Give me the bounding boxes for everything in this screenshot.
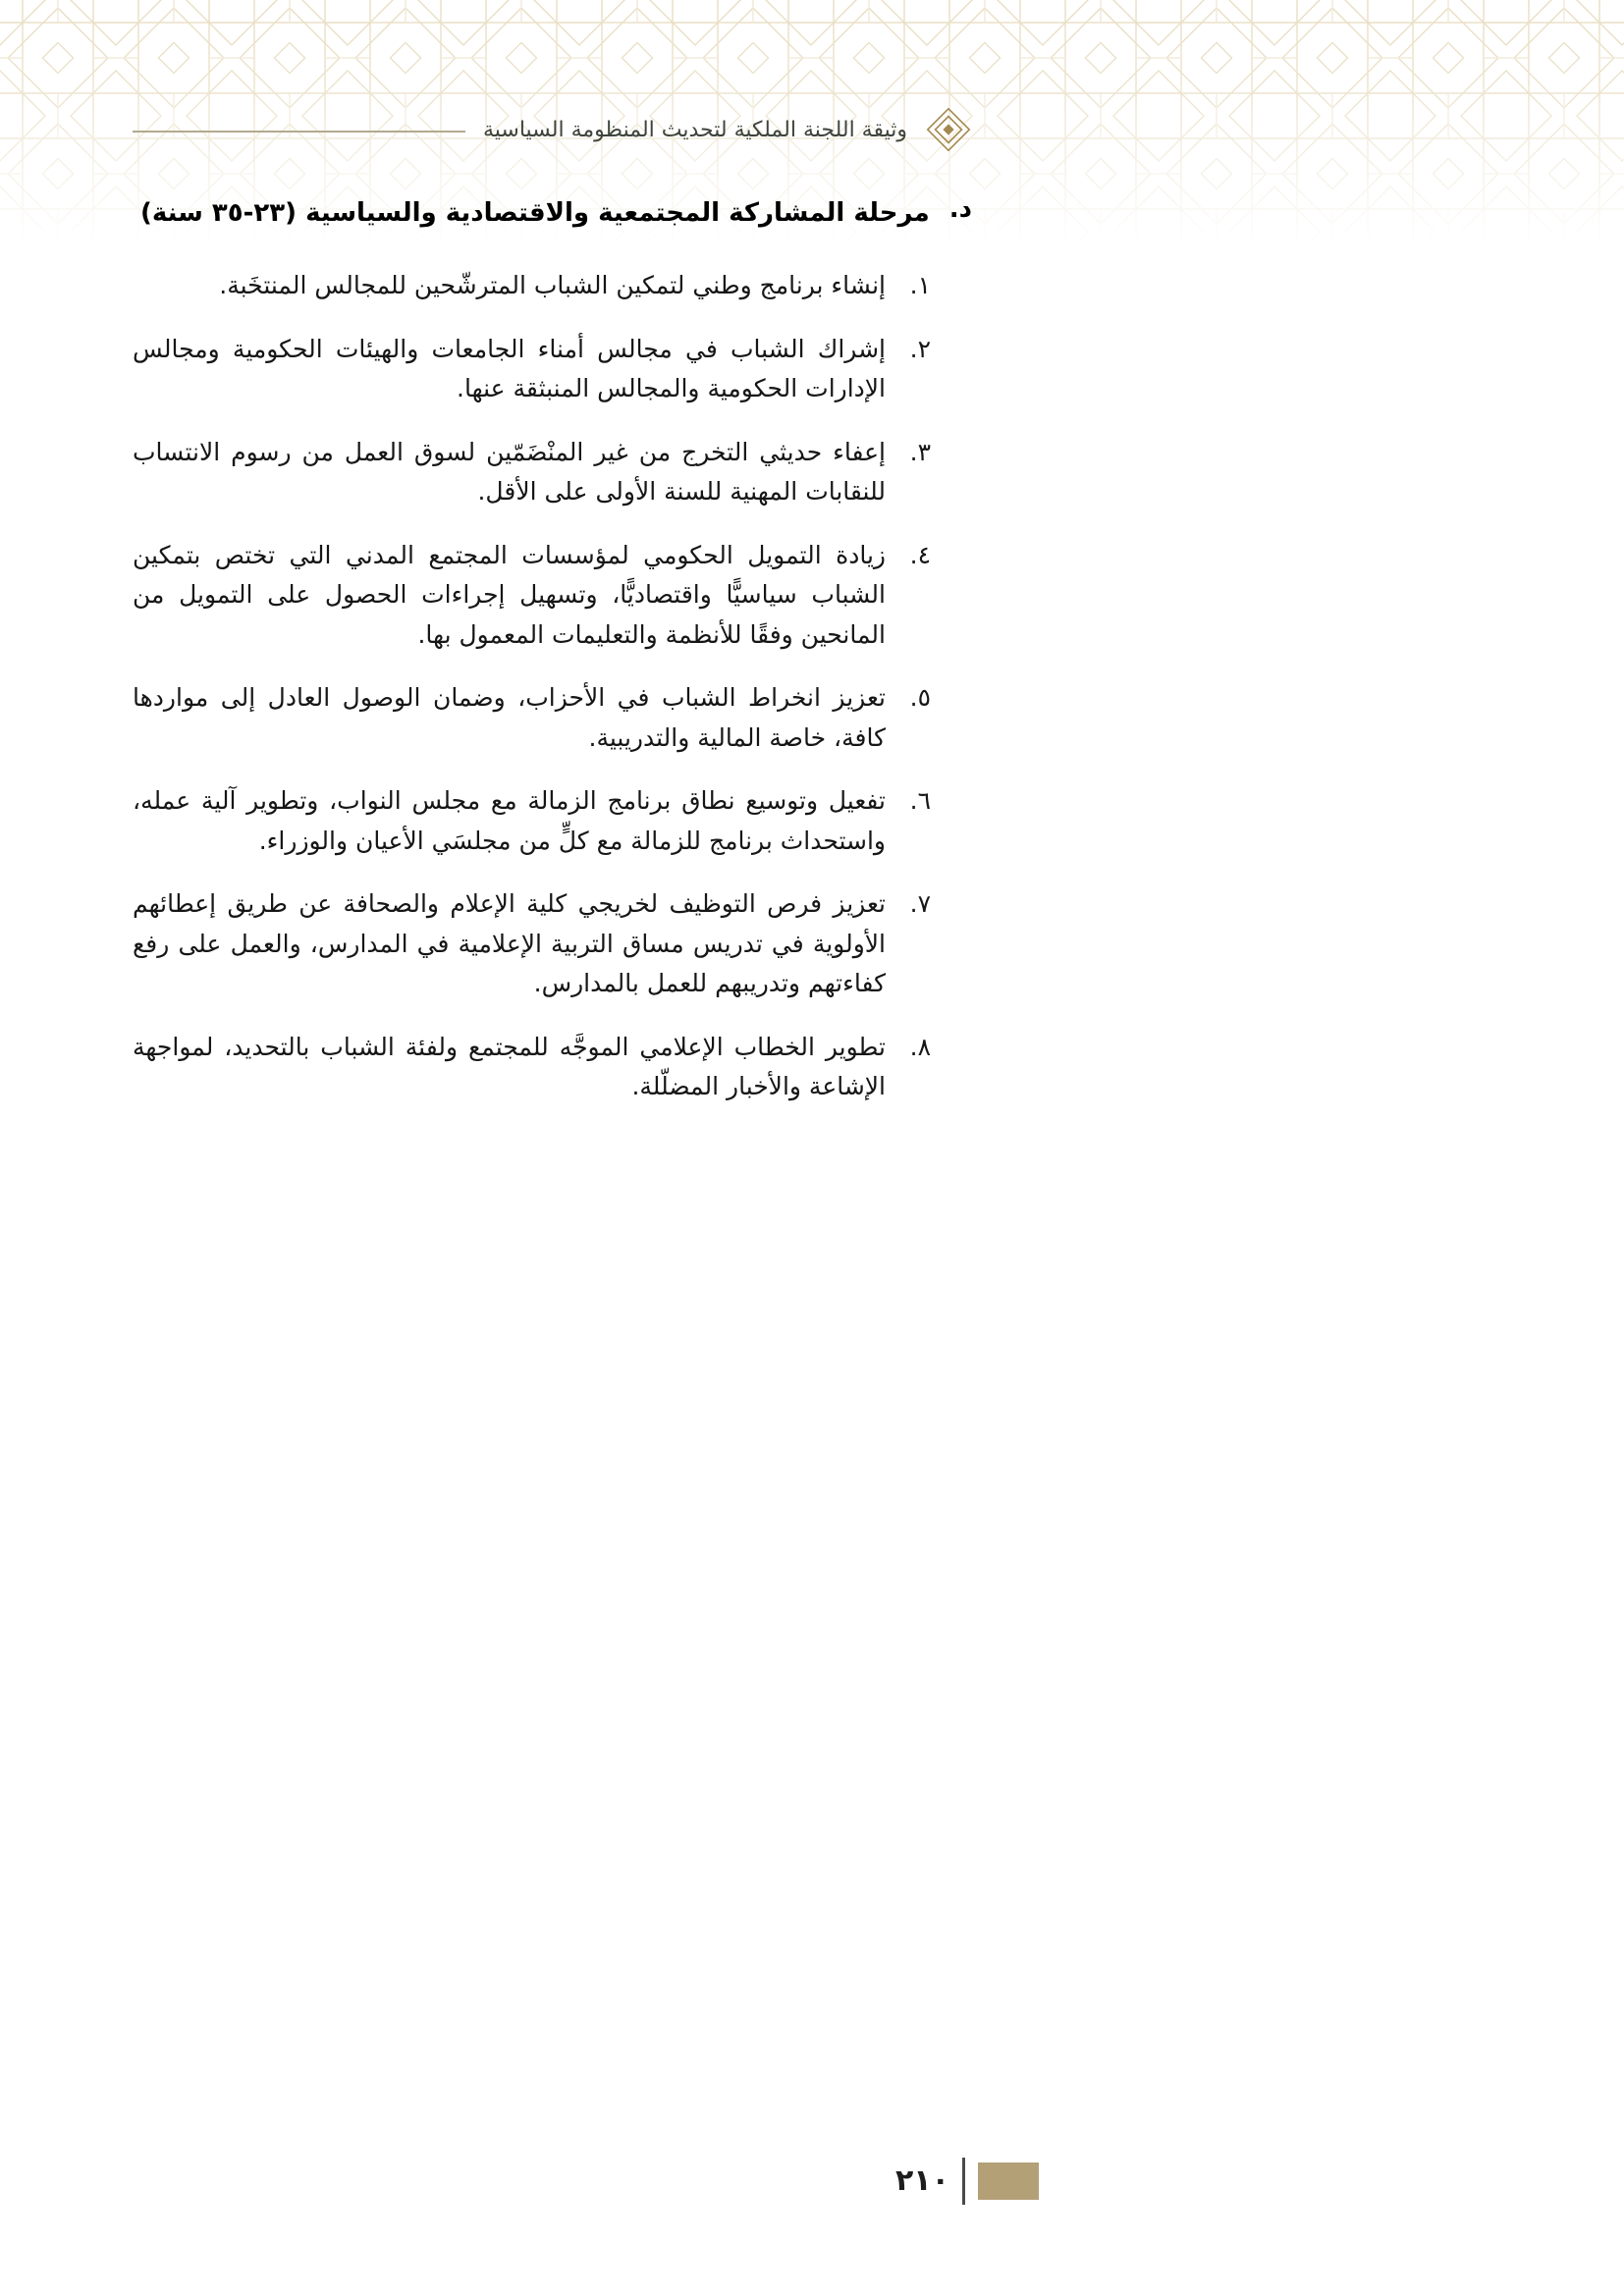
list-item <box>133 536 931 656</box>
item-number: ٣. <box>909 437 931 466</box>
page-number: ٢١٠ <box>895 2163 949 2198</box>
page-header <box>133 106 972 153</box>
list-item <box>133 1028 931 1107</box>
item-number: ٢. <box>909 334 931 363</box>
section-heading <box>133 194 972 233</box>
item-text: إعفاء حديثي التخرج من غير المنْضَمّين لسوق العمل من رسوم الانتساب للنقابات المهنية للسنة الأولى على الأقل. <box>133 437 886 506</box>
section-label: د. <box>948 194 972 224</box>
page-footer <box>895 2158 1039 2205</box>
item-number: ٧. <box>909 889 931 918</box>
section-title: مرحلة المشاركة المجتمعية والاقتصادية والسياسية (٢٣-٣٥ سنة) <box>139 198 930 228</box>
list-item <box>133 433 931 512</box>
document-title: وثيقة اللجنة الملكية لتحديث المنظومة السياسية <box>482 117 907 142</box>
footer-accent-block <box>978 2163 1039 2200</box>
item-text: إنشاء برنامج وطني لتمكين الشباب المترشّحين للمجالس المنتخَبة. <box>219 271 886 299</box>
header-rule <box>133 131 465 133</box>
item-text: تعزيز انخراط الشباب في الأحزاب، وضمان الوصول العادل إلى مواردها كافة، خاصة المالية والتدريبية. <box>133 683 886 752</box>
items-list <box>133 266 972 1107</box>
item-text: زيادة التمويل الحكومي لمؤسسات المجتمع المدني التي تختص بتمكين الشباب سياسيًّا واقتصاديًّا، وتسهيل إجراءات الحصول على التمويل من المانحين وفقًا للأنظمة والتعليمات المعمول بها. <box>133 540 886 649</box>
item-number: ١. <box>909 271 931 299</box>
section-content <box>133 194 972 1131</box>
item-text: تطوير الخطاب الإعلامي الموجَّه للمجتمع ولفئة الشباب بالتحديد، لمواجهة الإشاعة والأخبار المضلّلة. <box>133 1032 886 1100</box>
item-number: ٤. <box>909 540 931 569</box>
item-text: إشراك الشباب في مجالس أمناء الجامعات والهيئات الحكومية ومجالس الإدارات الحكومية والمجالس المنبثقة عنها. <box>133 334 886 402</box>
item-text: تعزيز فرص التوظيف لخريجي كلية الإعلام والصحافة عن طريق إعطائهم الأولوية في تدريس مساق التربية الإعلامية في المدارس، والعمل على رفع كفاءتهم وتدريبهم للعمل بالمدارس. <box>133 889 886 997</box>
item-number: ٥. <box>909 683 931 712</box>
item-number: ٦. <box>909 786 931 815</box>
list-item <box>133 266 931 306</box>
list-item <box>133 884 931 1004</box>
item-number: ٨. <box>909 1032 931 1061</box>
diamond-ornament-icon <box>925 106 972 153</box>
list-item <box>133 678 931 758</box>
footer-divider <box>962 2158 965 2205</box>
list-item <box>133 330 931 409</box>
list-item <box>133 781 931 861</box>
item-text: تفعيل وتوسيع نطاق برنامج الزمالة مع مجلس النواب، وتطوير آلية عمله، واستحداث برنامج للزمالة مع كلٍّ من مجلسَي الأعيان والوزراء. <box>133 786 886 855</box>
